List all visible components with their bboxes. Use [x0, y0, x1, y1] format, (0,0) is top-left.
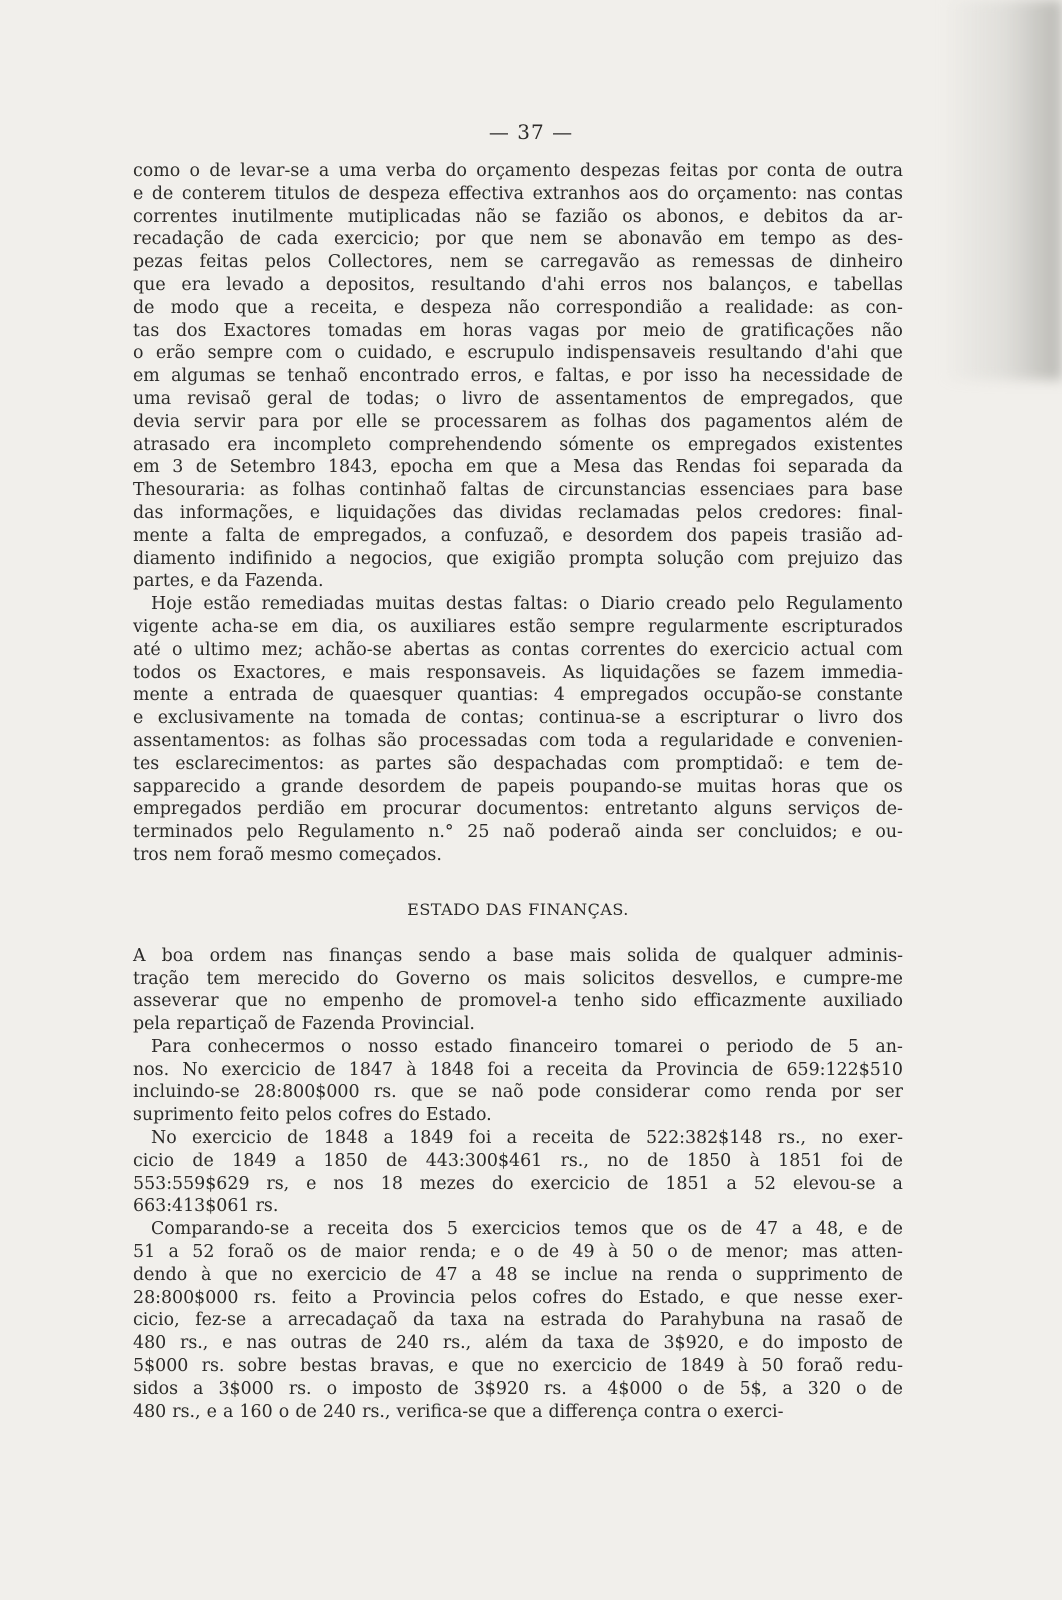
text-line: uma revisaõ geral de todas; o livro de assentamentos de empregados, que [133, 388, 903, 409]
text-line: 663:413$061 rs. [133, 1196, 279, 1217]
text-line: tros nem foraõ mesmo começados. [133, 844, 442, 865]
text-line: e de conterem titulos de despeza effectiva extranhos aos do orçamento: nas contas [133, 183, 903, 204]
text-line: terminados pelo Regulamento n.° 25 naõ poderaõ ainda ser concluidos; e ou- [133, 822, 903, 843]
text-line: como o de levar-se a uma verba do orçamento despezas feitas por conta de outra [133, 161, 903, 181]
paper-stain [942, 0, 1062, 380]
page-number: — 37 — [488, 120, 574, 144]
text-line: pela repartiçaõ de Fazenda Provincial. [133, 1014, 475, 1035]
text-line: suprimento feito pelos cofres do Estado. [133, 1105, 492, 1126]
text-line: correntes inutilmente mutiplicadas não se fazião os abonos, e debitos da ar- [133, 206, 903, 227]
text-line: nos. No exercicio de 1847 à 1848 foi a receita da Provincia de 659:122$510 [133, 1059, 903, 1080]
text-line: Hoje estão remediadas muitas destas faltas: o Diario creado pelo Regulamento [151, 594, 903, 615]
text-line: tas dos Exactores tomadas em horas vagas por meio de gratificações não [133, 320, 903, 341]
text-line: No exercicio de 1848 a 1849 foi a receita de 522:382$148 rs., no exer- [151, 1128, 903, 1149]
text-line: que era levado a depositos, resultando d'ahi erros nos balanços, e tabellas [133, 274, 903, 295]
text-line: todos os Exactores, e mais responsaveis. As liquidações se fazem immedia- [133, 662, 903, 683]
text-line: tes esclarecimentos: as partes são despachadas com promptidaõ: e tem de- [133, 753, 903, 774]
text-line: vigente acha-se em dia, os auxiliares estão sempre regularmente escripturados [133, 616, 903, 637]
text-line: cicio, fez-se a arrecadaçaõ da taxa na estrada do Parahybuna na rasaõ de [133, 1310, 903, 1331]
text-line: atrasado era incompleto comprehendendo sómente os empregados existentes [133, 434, 903, 455]
text-line: mente a entrada de quaesquer quantias: 4 empregados occupão-se constante [133, 685, 903, 706]
text-line: dendo à que no exercicio de 47 a 48 se inclue na renda o supprimento de [133, 1264, 903, 1285]
text-line: o erão sempre com o cuidado, e escrupulo indispensaveis resultando d'ahi que [133, 343, 903, 364]
text-line: Para conhecermos o nosso estado financeiro tomarei o periodo de 5 an- [151, 1036, 903, 1057]
text-line: 553:559$629 rs, e nos 18 mezes do exercicio de 1851 a 52 elevou-se a [133, 1173, 903, 1194]
text-line: empregados perdião em procurar documentos: entretanto alguns serviços de- [133, 799, 903, 820]
text-line: asseverar que no empenho de promovel-a tenho sido efficazmente auxiliado [133, 991, 903, 1012]
text-line: 480 rs., e nas outras de 240 rs., além da taxa de 3$920, e do imposto de [133, 1333, 903, 1354]
text-line: partes, e da Fazenda. [133, 571, 324, 592]
text-after-heading [133, 945, 903, 1424]
text-line: 5$000 rs. sobre bestas bravas, e que no exercicio de 1849 à 50 foraõ redu- [133, 1356, 903, 1377]
text-line: até o ultimo mez; achão-se abertas as contas correntes do exercicio actual com [133, 639, 903, 660]
text-line: incluindo-se 28:800$000 rs. que se naõ pode considerar como renda por ser [133, 1082, 903, 1103]
text-before-heading [133, 160, 903, 867]
text-line: 28:800$000 rs. feito a Provincia pelos cofres do Estado, e que nesse exer- [133, 1287, 903, 1308]
text-line: das informações, e liquidações das dividas reclamadas pelos credores: final- [133, 502, 903, 523]
text-line: de modo que a receita, e despeza não correspondião a realidade: as con- [133, 297, 903, 318]
text-line: 480 rs., e a 160 o de 240 rs., verifica-se que a differença contra o exerci- [133, 1401, 784, 1422]
text-line: sidos a 3$000 rs. o imposto de 3$920 rs. a 4$000 o de 5$, a 320 o de [133, 1378, 903, 1399]
text-line: sapparecido a grande desordem de papeis poupando-se muitas horas que os [133, 776, 903, 797]
text-line: pezas feitas pelos Collectores, nem se carregavão as remessas de dinheiro [133, 252, 903, 273]
text-line: tração tem merecido do Governo os mais solicitos desvellos, e cumpre-me [133, 968, 903, 989]
section-heading: ESTADO DAS FINANÇAS. [407, 899, 629, 919]
text-line: mente a falta de empregados, a confuzaõ, e desordem dos papeis trasião ad- [133, 525, 903, 546]
text-line: devia servir para por elle se processarem as folhas dos pagamentos além de [133, 411, 903, 432]
text-line: Comparando-se a receita dos 5 exercicios temos que os de 47 a 48, e de [151, 1219, 903, 1240]
text-line: e exclusivamente na tomada de contas; continua-se a escripturar o livro dos [133, 708, 903, 729]
text-line: 51 a 52 foraõ os de maior renda; e o de 49 à 50 o de menor; mas atten- [133, 1242, 903, 1263]
text-line: Thesouraria: as folhas continhaõ faltas de circunstancias essenciaes para base [133, 480, 903, 501]
text-line: recadação de cada exercicio; por que nem se abonavão em tempo as des- [133, 229, 903, 250]
text-line: em algumas se tenhaõ encontrado erros, e faltas, e por isso ha necessidade de [133, 366, 903, 387]
text-line: assentamentos: as folhas são processadas com toda a regularidade e convenien- [133, 730, 903, 751]
text-line: em 3 de Setembro 1843, epocha em que a Mesa das Rendas foi separada da [133, 457, 903, 478]
text-line: A boa ordem nas finanças sendo a base mais solida de qualquer adminis- [133, 945, 903, 966]
text-line: diamento indifinido a negocios, que exigião prompta solução com prejuizo das [133, 548, 903, 569]
document-body [133, 160, 903, 1423]
text-line: cicio de 1849 a 1850 de 443:300$461 rs., no de 1850 à 1851 foi de [133, 1150, 903, 1171]
